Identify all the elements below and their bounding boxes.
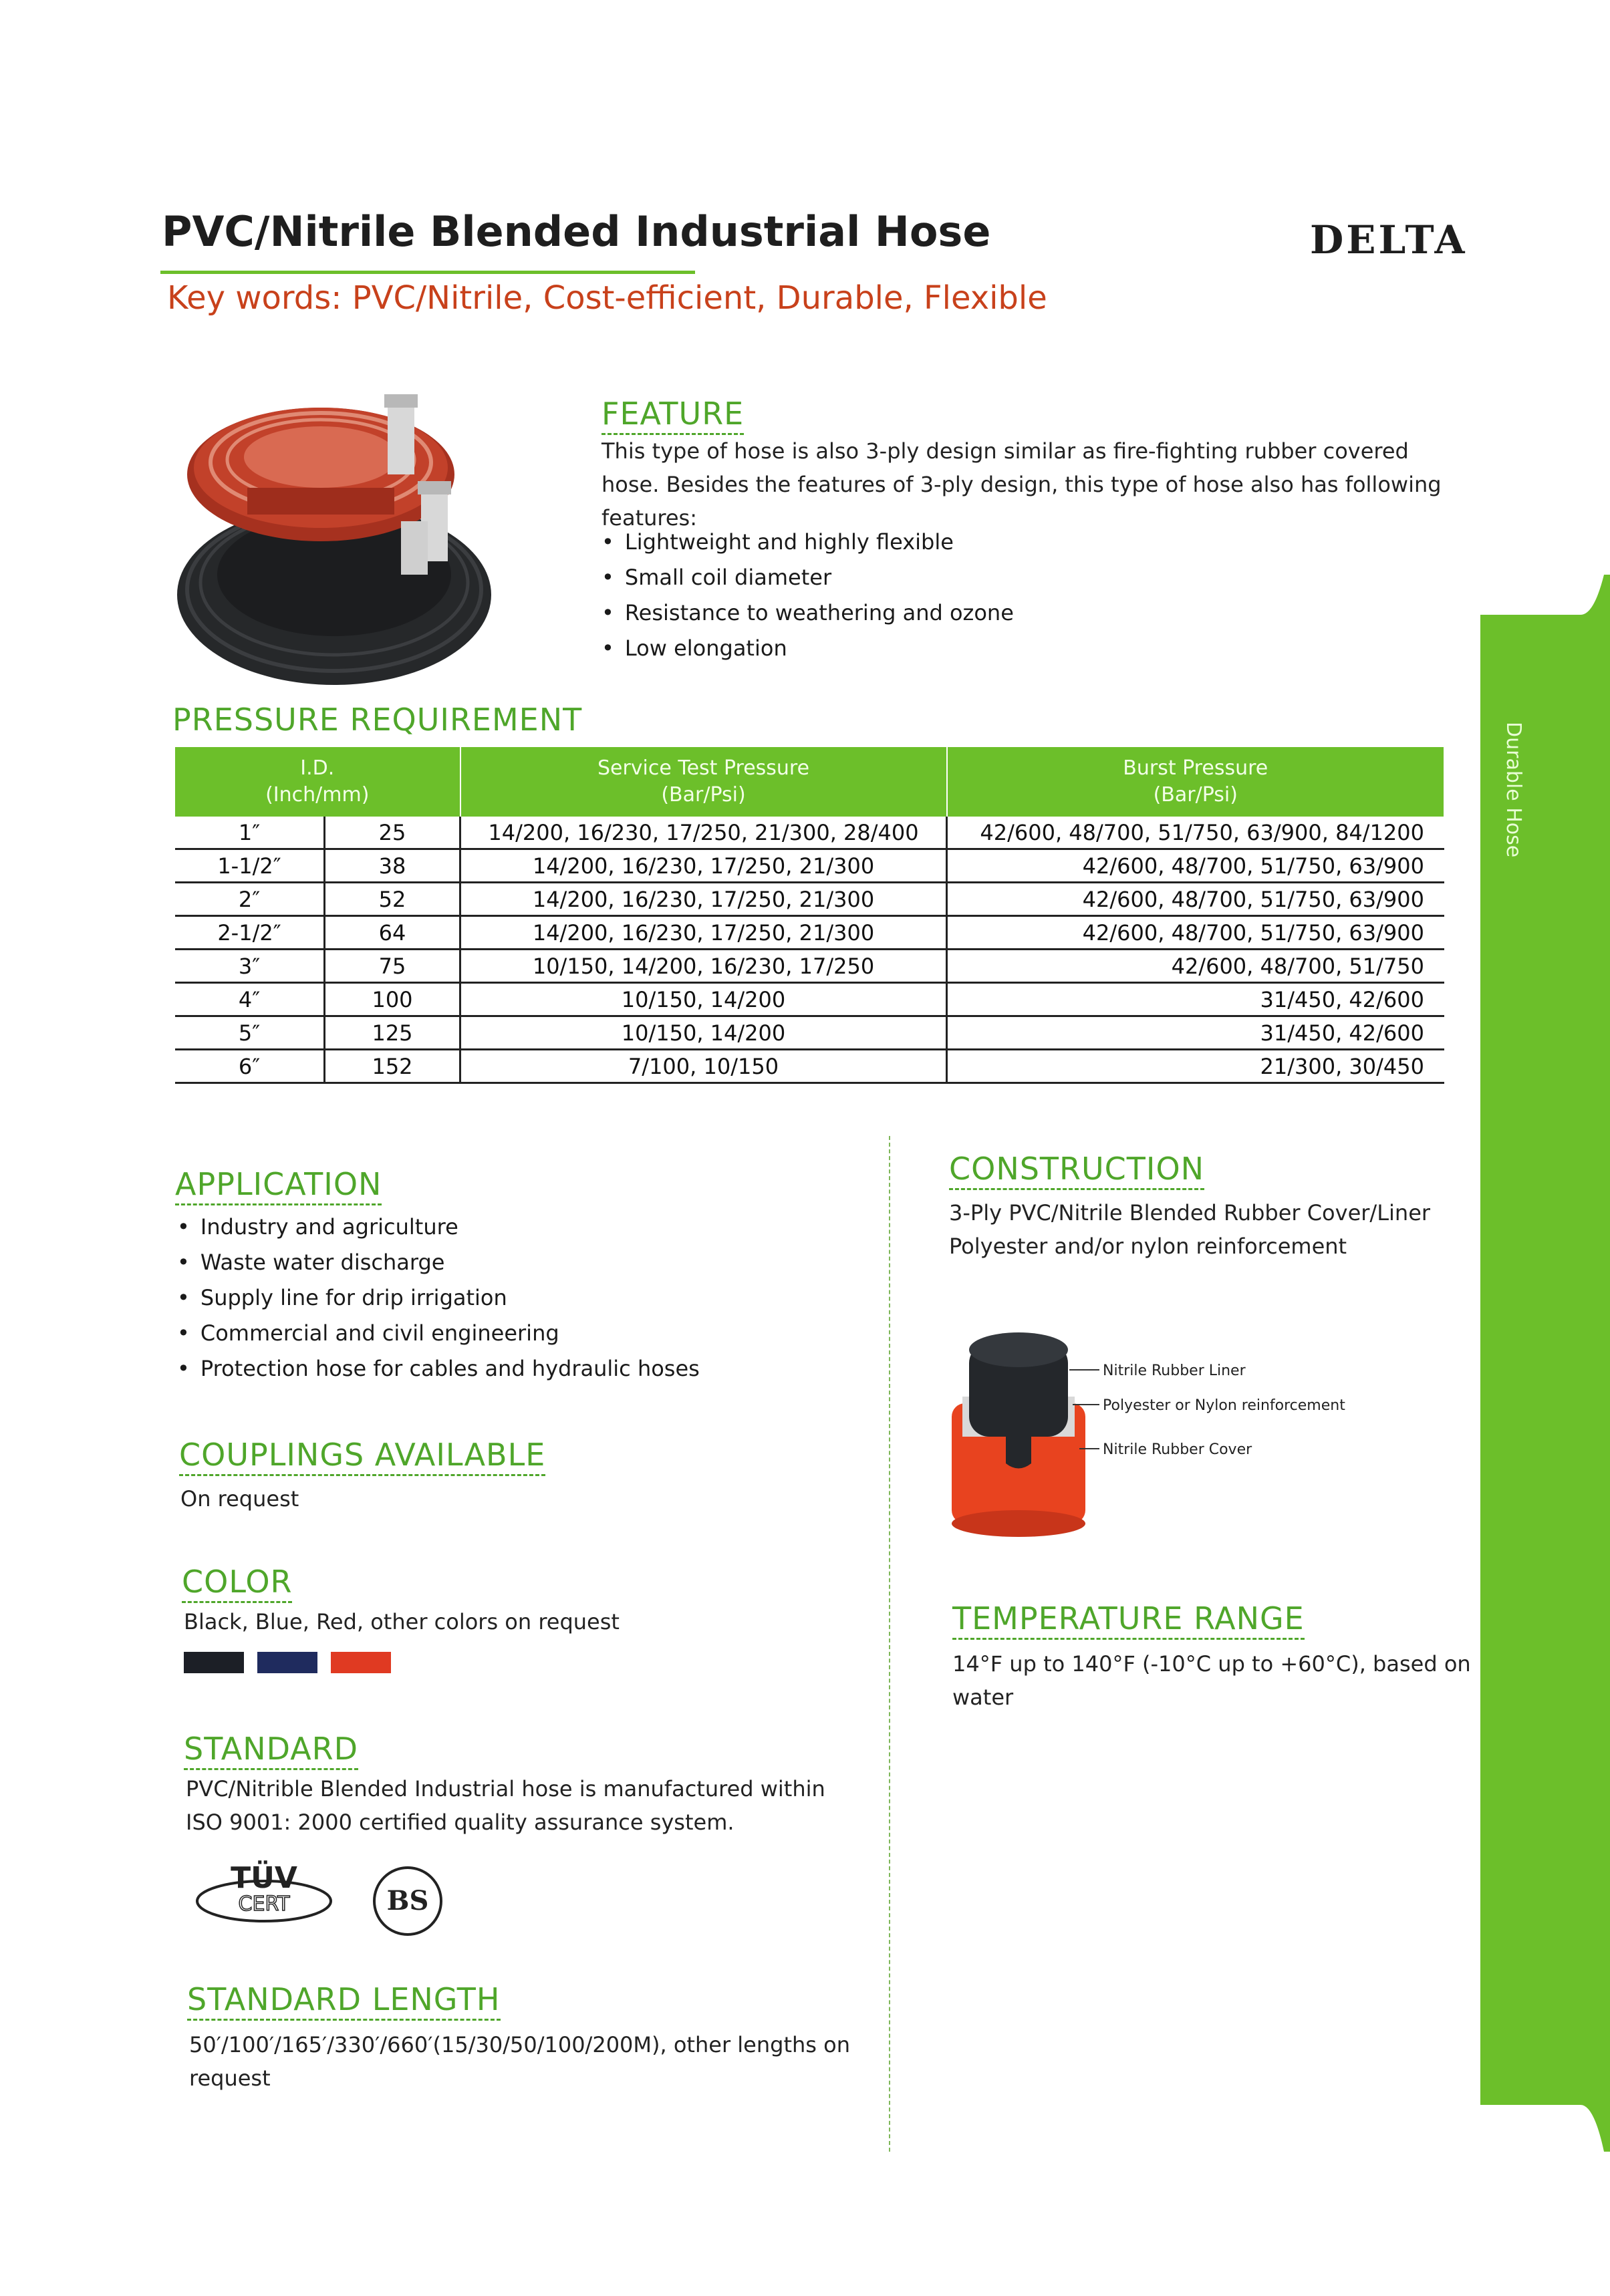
pressure-table (175, 747, 1445, 1084)
standard-heading: STANDARD (184, 1731, 358, 1770)
list-item: • Small coil diameter (601, 560, 1014, 595)
cell-inch: 2-1/2″ (175, 916, 325, 950)
cell-burst: 31/450, 42/600 (947, 1016, 1445, 1050)
cell-mm: 100 (325, 983, 460, 1016)
couplings-heading: COUPLINGS AVAILABLE (179, 1437, 545, 1476)
color-swatch-black (184, 1652, 244, 1673)
column-header-burst (947, 747, 1445, 817)
cell-burst: 31/450, 42/600 (947, 983, 1445, 1016)
standard-text: PVC/Nitrible Blended Industrial hose is manufactured within ISO 9001: 2000 certified quality assurance system. (186, 1776, 825, 1835)
list-item: • Low elongation (601, 631, 1014, 666)
cell-inch: 3″ (175, 950, 325, 983)
list-item: • Resistance to weathering and ozone (601, 595, 1014, 631)
cell-inch: 4″ (175, 983, 325, 1016)
column-header-id-line2: (Inch/mm) (265, 783, 370, 807)
table-row (175, 1016, 1444, 1050)
table-row (175, 916, 1444, 950)
table-row (175, 817, 1444, 849)
pressure-heading: PRESSURE REQUIREMENT (172, 702, 583, 738)
hose-coil-image (167, 374, 515, 695)
label-nitrile-liner: Nitrile Rubber Liner (1103, 1362, 1246, 1379)
feature-list (601, 525, 1014, 666)
label-nitrile-cover: Nitrile Rubber Cover (1103, 1441, 1252, 1458)
title-underline (160, 271, 695, 274)
list-item: • Waste water discharge (177, 1245, 700, 1280)
brand-name: DELTA (1310, 217, 1468, 263)
temperature-heading: TEMPERATURE RANGE (952, 1600, 1305, 1640)
cell-burst: 42/600, 48/700, 51/750, 63/900 (947, 883, 1445, 916)
couplings-text: On request (180, 1486, 299, 1512)
list-item: • Protection hose for cables and hydraulic hoses (177, 1351, 700, 1387)
column-header-service-line2: (Bar/Psi) (661, 783, 746, 807)
cell-service: 14/200, 16/230, 17/250, 21/300 (460, 916, 947, 950)
hose-cross-section-diagram (942, 1330, 1464, 1537)
cell-mm: 25 (325, 817, 460, 849)
cell-mm: 152 (325, 1050, 460, 1083)
cell-inch: 1″ (175, 817, 325, 849)
page-title: PVC/Nitrile Blended Industrial Hose (162, 207, 991, 256)
column-header-id-line1: I.D. (300, 756, 335, 780)
construction-line-1: 3-Ply PVC/Nitrile Blended Rubber Cover/Liner (949, 1200, 1431, 1226)
table-row (175, 849, 1444, 883)
cell-burst: 42/600, 48/700, 51/750, 63/900, 84/1200 (947, 817, 1445, 849)
feature-description: This type of hose is also 3-ply design similar as fire-fighting rubber covered hose. Besides the features of 3-ply design, this type of hose also has following features: (601, 438, 1442, 531)
table-header-row (175, 747, 1444, 817)
table-row (175, 1050, 1444, 1083)
cell-mm: 38 (325, 849, 460, 883)
cell-inch: 1-1/2″ (175, 849, 325, 883)
column-header-burst-line1: Burst Pressure (1123, 756, 1268, 780)
cell-mm: 64 (325, 916, 460, 950)
cell-burst: 42/600, 48/700, 51/750, 63/900 (947, 849, 1445, 883)
application-heading: APPLICATION (175, 1166, 382, 1205)
construction-line-2: Polyester and/or nylon reinforcement (949, 1234, 1347, 1259)
cell-service: 14/200, 16/230, 17/250, 21/300 (460, 883, 947, 916)
cell-service: 10/150, 14/200 (460, 983, 947, 1016)
color-swatch-blue (257, 1652, 317, 1673)
color-swatch-red (331, 1652, 391, 1673)
cell-service: 7/100, 10/150 (460, 1050, 947, 1083)
cell-service: 14/200, 16/230, 17/250, 21/300 (460, 849, 947, 883)
application-list (177, 1209, 700, 1387)
list-item: • Commercial and civil engineering (177, 1316, 700, 1351)
cell-burst: 21/300, 30/450 (947, 1050, 1445, 1083)
bs-logo (371, 1864, 444, 1938)
cell-service: 10/150, 14/200 (460, 1016, 947, 1050)
tuv-logo-bottom-text: CERT (238, 1892, 290, 1916)
cell-inch: 5″ (175, 1016, 325, 1050)
column-divider (889, 1136, 890, 2152)
column-header-service-line1: Service Test Pressure (597, 756, 810, 780)
standard-length-text: 50′/100′/165′/330′/660′(15/30/50/100/200M), other lengths on request (189, 2032, 850, 2091)
color-heading: COLOR (182, 1564, 292, 1603)
cell-inch: 6″ (175, 1050, 325, 1083)
standard-length-heading: STANDARD LENGTH (187, 1981, 501, 2021)
column-header-id (175, 747, 460, 817)
color-swatches (184, 1652, 391, 1673)
cell-mm: 52 (325, 883, 460, 916)
cell-mm: 75 (325, 950, 460, 983)
list-item: • Supply line for drip irrigation (177, 1280, 700, 1316)
cell-burst: 42/600, 48/700, 51/750 (947, 950, 1445, 983)
construction-heading: CONSTRUCTION (949, 1151, 1204, 1190)
temperature-text: 14°F up to 140°F (-10°C up to +60°C), based on water (952, 1651, 1471, 1710)
label-reinforcement: Polyester or Nylon reinforcement (1103, 1397, 1345, 1414)
cell-mm: 125 (325, 1016, 460, 1050)
color-text: Black, Blue, Red, other colors on request (184, 1609, 620, 1634)
tuv-cert-logo (190, 1854, 338, 1928)
construction-text (949, 1196, 1430, 1263)
column-header-burst-line2: (Bar/Psi) (1153, 783, 1238, 807)
table-row (175, 883, 1444, 916)
table-row (175, 983, 1444, 1016)
feature-heading: FEATURE (601, 396, 744, 435)
list-item: • Lightweight and highly flexible (601, 525, 1014, 560)
list-item: • Industry and agriculture (177, 1209, 700, 1245)
bs-logo-text: BS (386, 1885, 429, 1916)
cell-service: 10/150, 14/200, 16/230, 17/250 (460, 950, 947, 983)
cell-burst: 42/600, 48/700, 51/750, 63/900 (947, 916, 1445, 950)
column-header-service (460, 747, 947, 817)
cell-service: 14/200, 16/230, 17/250, 21/300, 28/400 (460, 817, 947, 849)
table-row (175, 950, 1444, 983)
side-tab-label: Durable Hose (1502, 722, 1525, 858)
cell-inch: 2″ (175, 883, 325, 916)
tuv-logo-top-text: TÜV (231, 1861, 297, 1895)
keywords-line: Key words: PVC/Nitrile, Cost-efficient, Durable, Flexible (167, 279, 1047, 317)
